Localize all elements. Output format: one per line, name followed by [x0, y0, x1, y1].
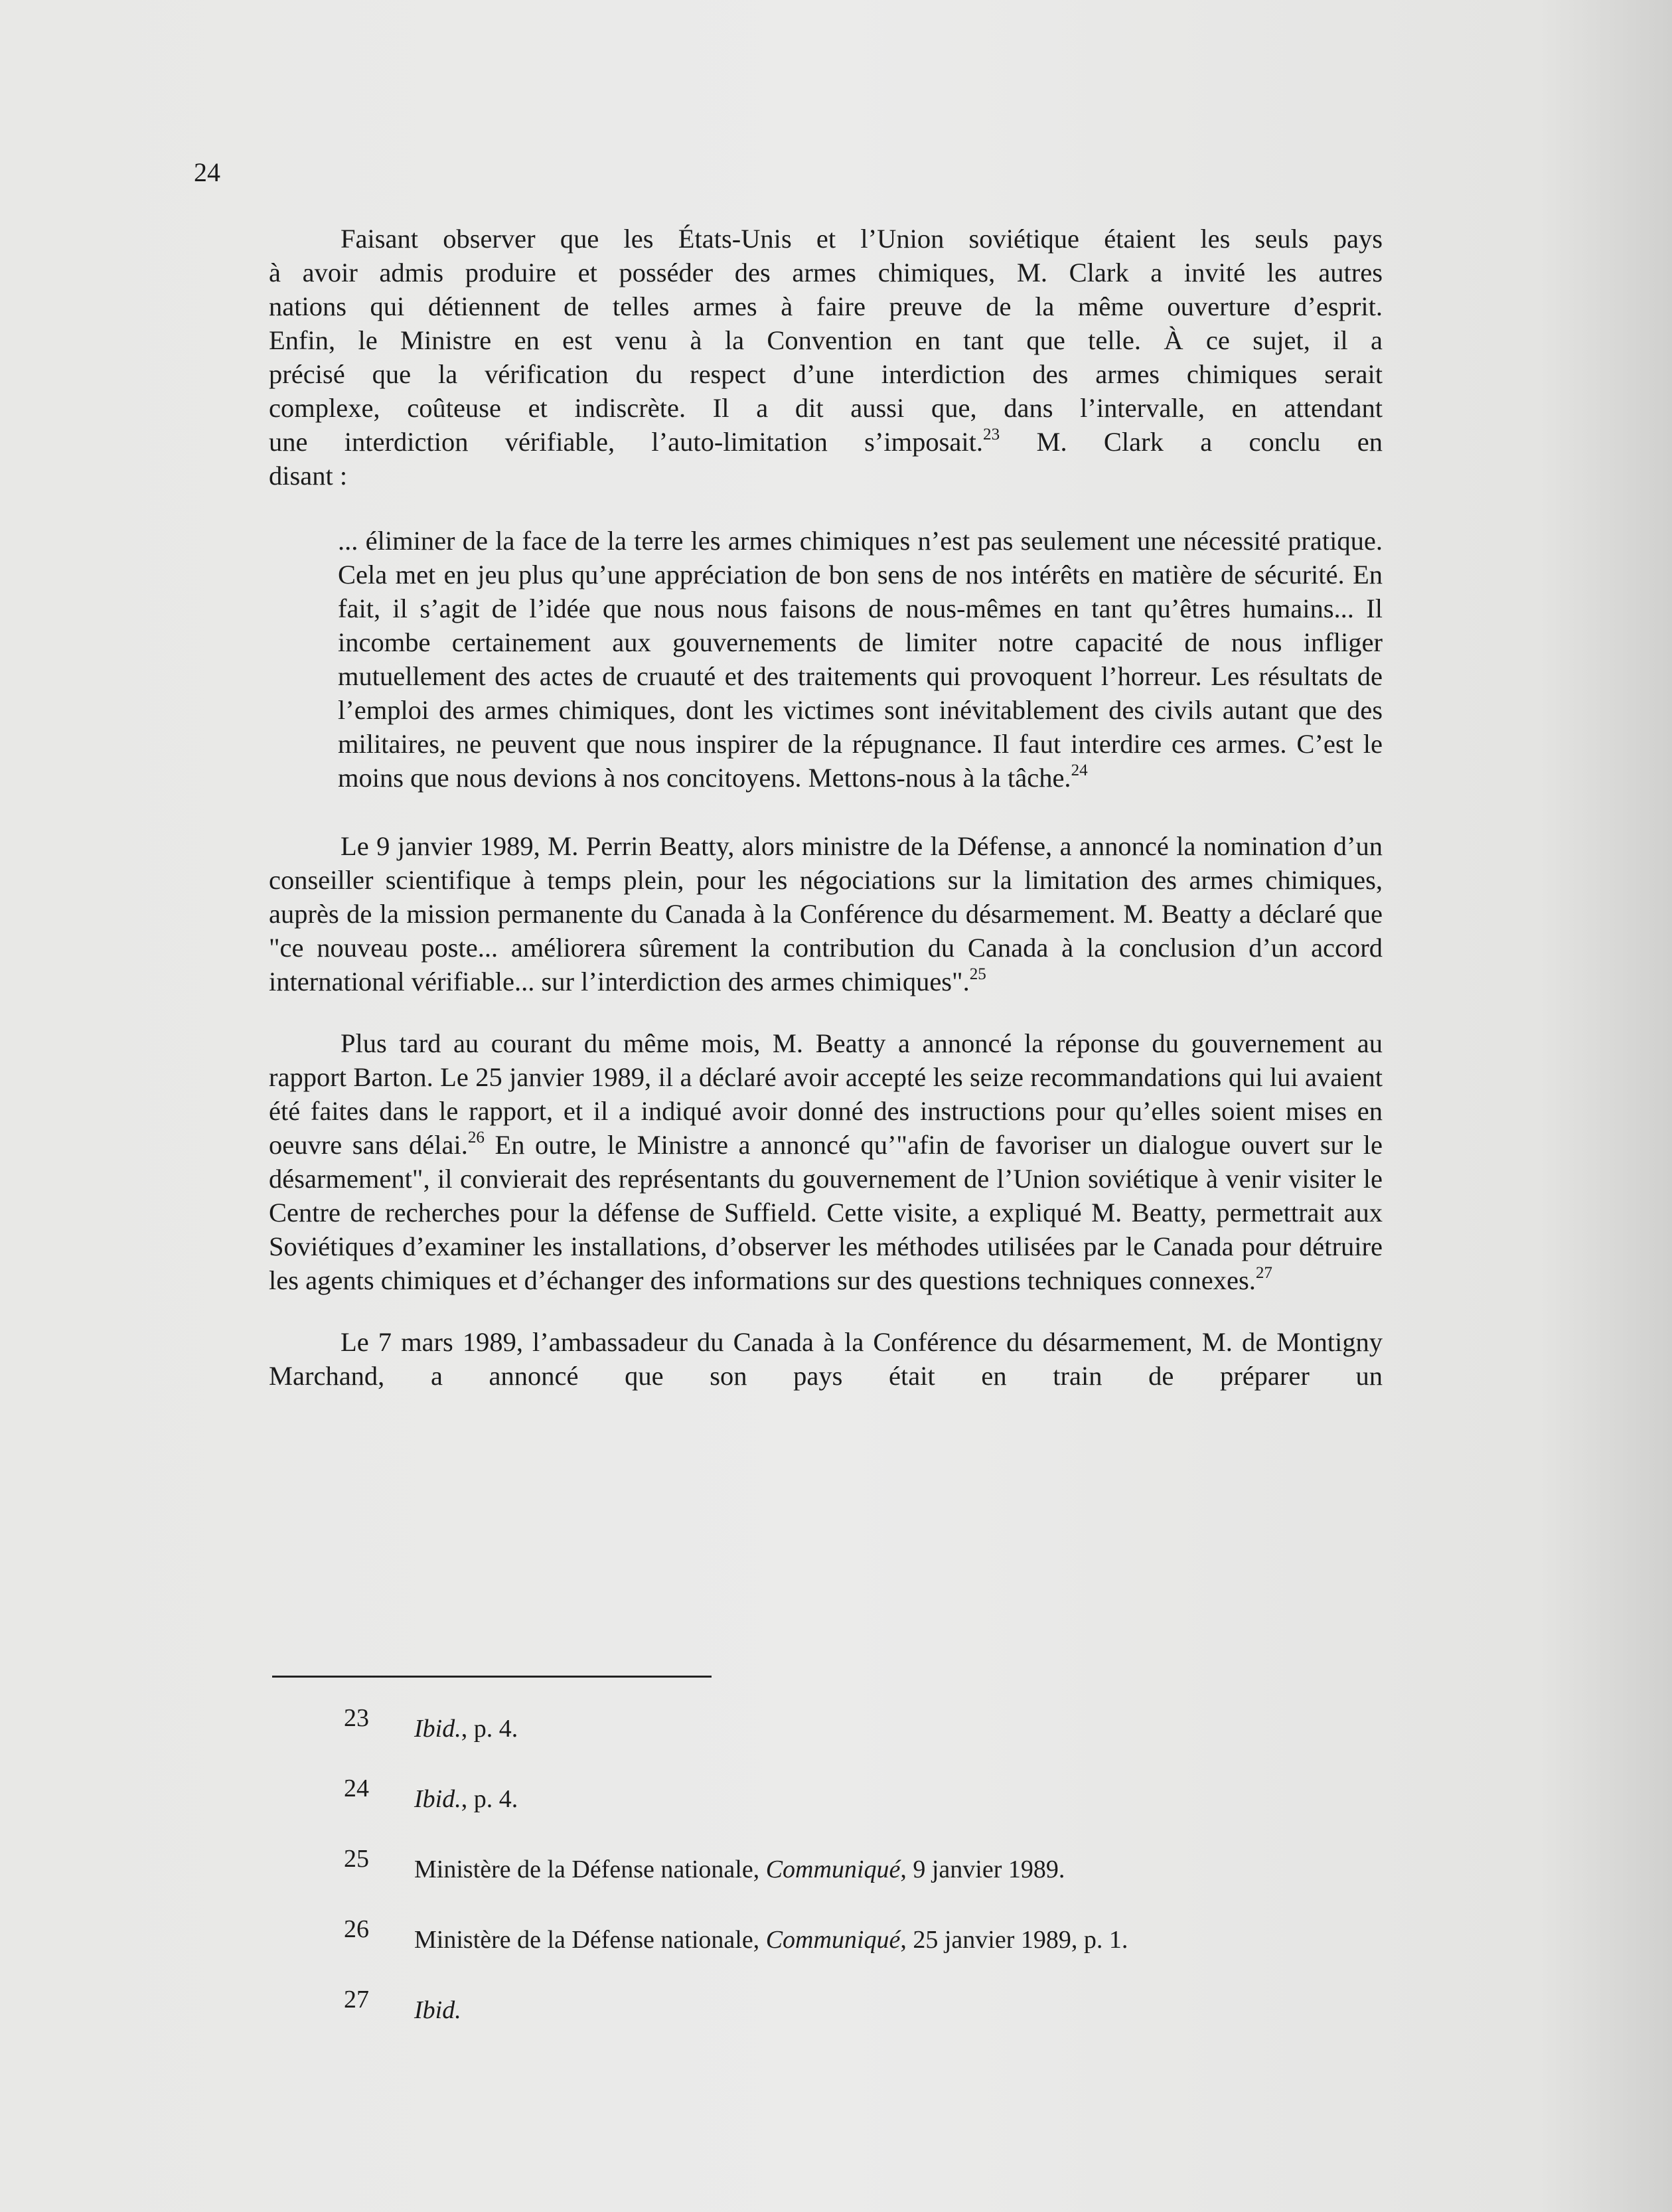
footnote-24 [344, 1777, 1339, 1847]
footnote-ref-27[interactable]: 27 [1255, 1264, 1272, 1282]
paragraph-text: Plus tard au courant du même mois, M. Beatty a annoncé la réponse du gouvernement au rapport Barton. Le 25 janvier 1989, il a déclaré avoir accepté les seize recommandations qui lui avaient été faites dans le rapport, et il a indiqué avoir donné des instructions pour qu’elles soient mises en oeuvre sans délai. [269, 1028, 1383, 1160]
footnote-separator [272, 1676, 712, 1678]
page-number: 24 [194, 157, 220, 187]
footnote-number: 24 [344, 1775, 369, 1802]
footnote-number: 26 [344, 1915, 369, 1943]
paragraph-clark [269, 222, 1383, 493]
footnote-25 [344, 1847, 1339, 1917]
footnote-23 [344, 1706, 1339, 1777]
footnote-text: Ministère de la Défense nationale, Communiqué, 9 janvier 1989. [414, 1856, 1065, 1883]
footnote-ref-26[interactable]: 26 [467, 1129, 485, 1146]
footnote-26 [344, 1917, 1339, 1988]
footnotes [344, 1706, 1339, 2058]
footnote-number: 25 [344, 1845, 369, 1873]
line-text: une interdiction vérifiable, l’auto-limitation s’imposait. [269, 427, 984, 457]
footnote-ref-24[interactable]: 24 [1071, 761, 1088, 779]
line-text: M. Clark a conclu en [1000, 427, 1383, 457]
footnote-text: Ibid. [414, 1996, 461, 2024]
paragraph-beatty-nomination [269, 829, 1383, 998]
footnote-27 [344, 1988, 1339, 2058]
quote-text: ... éliminer de la face de la terre les armes chimiques n’est pas seulement une nécessité pratique. Cela met en jeu plus qu’une appréciation de bon sens de nos intérêts en matière de sécurité. En fait, il s’agit de l’idée que nous nous faisons de nous-mêmes en tant qu’êtres humains... Il incombe certainement aux gouvernements de limiter notre capacité de nous infliger mutuellement des actes de cruauté et des traitements qui provoquent l’horreur. Les résultats de l’emploi des armes chimiques, dont les victimes sont inévitablement des civils autant que des militaires, ne peuvent que nous inspirer de la répugnance. Il faut interdire ces armes. C’est le moins que nous devions à nos concitoyens. Mettons-nous à la tâche. [338, 526, 1383, 793]
body-text [269, 222, 1383, 1393]
footnote-ref-23[interactable]: 23 [983, 426, 1000, 443]
paragraph-line: à avoir admis produire et posséder des armes chimiques, M. Clark a invité les autres [269, 258, 1383, 287]
paragraph-text: En outre, le Ministre a annoncé qu’"afin de favoriser un dialogue ouvert sur le désarmement", il convierait des représentants du gouvernement de l’Union soviétique à venir visiter le Centre de recherches pour la défense de Suffield. Cette visite, a expliqué M. Beatty, permettrait aux Soviétiques d’examiner les installations, d’observer les méthodes utilisées par le Canada pour détruire les agents chimiques et d’échanger des informations sur des questions techniques connexes. [269, 1130, 1383, 1295]
footnote-number: 27 [344, 1986, 369, 2014]
paragraph-line: Faisant observer que les États-Unis et l’Union soviétique étaient les seuls pays [341, 224, 1383, 254]
paragraph-text: Le 9 janvier 1989, M. Perrin Beatty, alors ministre de la Défense, a annoncé la nomination d’un conseiller scientifique à temps plein, pour les négociations sur la limitation des armes chimiques, auprès de la mission permanente du Canada à la Conférence du désarmement. M. Beatty a déclaré que "ce nouveau poste... améliorera sûrement la contribution du Canada à la conclusion d’un accord international vérifiable... sur l’interdiction des armes chimiques". [269, 831, 1383, 996]
paragraph-line: Enfin, le Ministre en est venu à la Convention en tant que telle. À ce sujet, il a [269, 325, 1383, 355]
paragraph-barton-response [269, 1026, 1383, 1297]
footnote-number: 23 [344, 1704, 369, 1732]
paragraph-line [269, 425, 1383, 459]
paragraph-line: disant : [269, 461, 348, 491]
paragraph-marchand: Le 7 mars 1989, l’ambassadeur du Canada à la Conférence du désarmement, M. de Montigny Marchand, a annoncé que son pays était en train de préparer un [269, 1327, 1383, 1391]
footnote-text: Ministère de la Défense nationale, Communiqué, 25 janvier 1989, p. 1. [414, 1926, 1128, 1954]
paragraph-line: nations qui détiennent de telles armes à faire preuve de la même ouverture d’esprit. [269, 291, 1383, 321]
paragraph-line: précisé que la vérification du respect d’une interdiction des armes chimiques serait [269, 359, 1383, 389]
block-quote [338, 524, 1383, 795]
paragraph-line: complexe, coûteuse et indiscrète. Il a dit aussi que, dans l’intervalle, en attendant [269, 393, 1383, 423]
footnote-text: Ibid., p. 4. [414, 1715, 518, 1743]
footnote-text: Ibid., p. 4. [414, 1785, 518, 1813]
footnote-ref-25[interactable]: 25 [969, 965, 986, 983]
